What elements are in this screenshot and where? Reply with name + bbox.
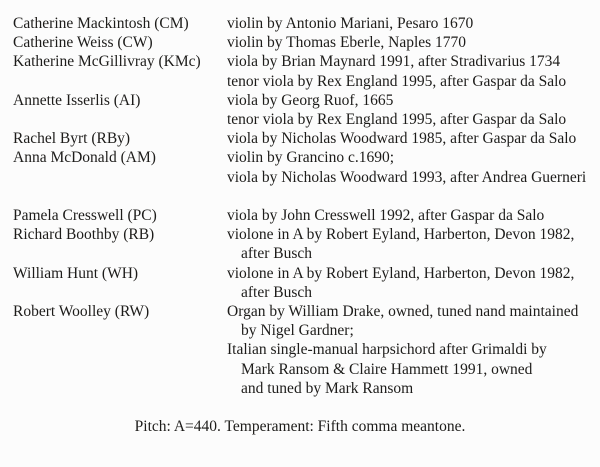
- instrument-line: violin by Antonio Mariani, Pesaro 1670: [227, 15, 474, 32]
- instrument-lines: [227, 14, 600, 33]
- instrument-lines: [227, 52, 600, 90]
- roster-row: [13, 33, 600, 52]
- instrument-lines: [227, 206, 600, 225]
- instrument-line: violin by Grancino c.1690;: [227, 149, 395, 167]
- instrument-line-continuation: after Busch: [241, 283, 313, 301]
- roster-row: [13, 129, 600, 148]
- instrument-line: Italian single-manual harpsichord after Grimaldi by: [227, 341, 547, 359]
- instrument-lines: [227, 302, 600, 398]
- roster-row: [13, 206, 600, 225]
- performer-name: Pamela Cresswell (PC): [13, 207, 157, 225]
- instrument-lines: [227, 129, 600, 148]
- performer-name: Robert Woolley (RW): [13, 303, 150, 321]
- roster-row: [13, 52, 600, 90]
- instrument-line: Organ by William Drake, owned, tuned nand maintained: [227, 303, 579, 321]
- instrument-lines: [227, 91, 600, 129]
- section-gap: [13, 187, 600, 206]
- instrument-line-continuation: and tuned by Mark Ransom: [241, 379, 414, 397]
- performer-name: Richard Boothby (RB): [13, 226, 155, 244]
- pitch-temperament-note: Pitch: A=440. Temperament: Fifth comma meantone.: [134, 418, 466, 436]
- instrument-line: viola by Georg Ruof, 1665: [227, 91, 394, 109]
- instrument-lines: [227, 225, 600, 263]
- instrument-lines: [227, 264, 600, 302]
- instrument-line-continuation: Mark Ransom & Claire Hammett 1991, owned: [241, 360, 533, 378]
- performer-name: Katherine McGillivray (KMc): [13, 53, 201, 71]
- instrument-line: violin by Thomas Eberle, Naples 1770: [227, 34, 467, 52]
- instrument-line: viola by Nicholas Woodward 1985, after Gaspar da Salo: [227, 130, 577, 148]
- performer-name: William Hunt (WH): [13, 264, 139, 282]
- instrument-line: viola by John Cresswell 1992, after Gaspar da Salo: [227, 207, 545, 225]
- roster-row: [13, 225, 600, 263]
- instrument-line: tenor viola by Rex England 1995, after Gaspar da Salo: [227, 72, 567, 90]
- performer-name: Rachel Byrt (RBy): [13, 130, 131, 148]
- instrument-line: tenor viola by Rex England 1995, after Gaspar da Salo: [227, 111, 567, 129]
- instrument-lines: [227, 33, 600, 52]
- instrument-line-continuation: after Busch: [241, 245, 313, 263]
- instrument-line: viola by Brian Maynard 1991, after Stradivarius 1734: [227, 53, 561, 71]
- instrument-line-continuation: by Nigel Gardner;: [241, 322, 354, 340]
- performer-name: Catherine Mackintosh (CM): [13, 15, 189, 32]
- instrument-line: violone in A by Robert Eyland, Harberton, Devon 1982,: [227, 226, 575, 244]
- performer-name: Anna McDonald (AM): [13, 149, 156, 167]
- instrument-line: violone in A by Robert Eyland, Harberton, Devon 1982,: [227, 264, 575, 282]
- roster-row: [13, 264, 600, 302]
- roster-row: [13, 14, 600, 33]
- instrument-lines: [227, 148, 600, 186]
- performer-name: Annette Isserlis (AI): [13, 91, 141, 109]
- roster-row: [13, 302, 600, 398]
- performer-name: Catherine Weiss (CW): [13, 34, 153, 52]
- instrument-line: viola by Nicholas Woodward 1993, after Andrea Guerneri: [227, 168, 587, 186]
- roster-row: [13, 148, 600, 186]
- roster-row: [13, 91, 600, 129]
